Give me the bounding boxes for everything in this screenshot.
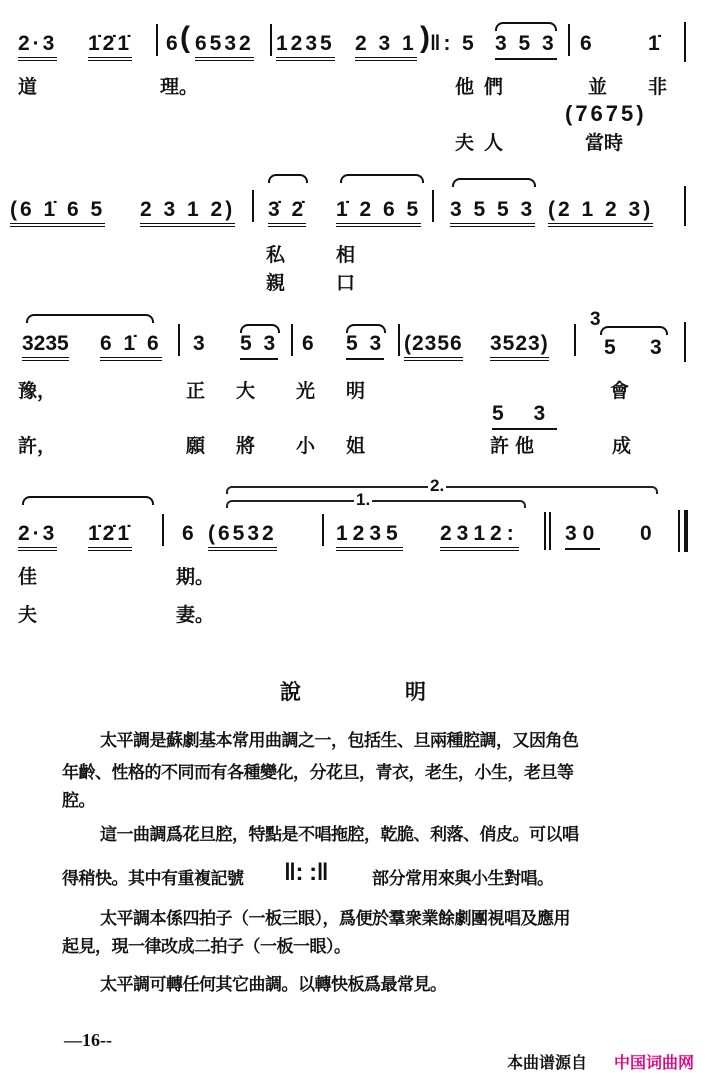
paragraph-line: 太平調可轉任何其它曲調。以轉快板爲最常見。 xyxy=(100,975,447,995)
alt-notes: 5 3 xyxy=(492,402,557,430)
note-group: 5 3 xyxy=(240,332,278,360)
lyric: 妻。 xyxy=(176,604,215,626)
lyric: 並 xyxy=(588,76,608,98)
lyric: 佳 xyxy=(18,566,38,588)
slur xyxy=(268,174,308,183)
paren: ( xyxy=(180,21,193,54)
note-group: 5 3 xyxy=(346,332,384,360)
bar-line xyxy=(684,322,686,362)
paragraph-line: 年齡、性格的不同而有各種變化，分花旦，青衣，老生，小生，老旦等 xyxy=(62,763,574,783)
watermark-prefix: 本曲谱源自 xyxy=(507,1053,588,1072)
slur xyxy=(495,22,557,31)
lyric: 夫 xyxy=(18,604,38,626)
note: 5 xyxy=(604,336,619,359)
bar-line xyxy=(270,24,272,56)
paragraph-line: 得稍快。其中有重複記號 xyxy=(62,869,244,889)
note-group: 3 5 5 3 xyxy=(450,198,535,227)
lyric: 大 xyxy=(236,380,256,402)
note-group: 6 1̇ 6 xyxy=(100,332,162,361)
lyric: 期。 xyxy=(176,566,215,588)
lyric: 理。 xyxy=(160,76,199,98)
final-bar xyxy=(678,510,680,552)
section-heading: 說 xyxy=(280,679,301,704)
volta-label-2: 2. xyxy=(430,476,445,495)
slur xyxy=(22,496,154,505)
note-group: 2 3 1 2) xyxy=(140,198,235,227)
slur xyxy=(26,314,154,323)
lyric: 將 xyxy=(236,435,256,457)
note: 0 xyxy=(640,522,655,545)
paragraph-line: 太平調本係四拍子（一板三眼），爲便於羣衆業餘劇團視唱及應用 xyxy=(100,909,570,929)
watermark-site-link[interactable]: 中国词曲网 xyxy=(614,1053,695,1072)
bar-line xyxy=(398,324,400,356)
paragraph-line: 起見，現一律改成二拍子（一板一眼）。 xyxy=(62,937,351,957)
note-group: 30 xyxy=(565,522,600,550)
note-group: 1235 xyxy=(276,32,335,61)
bar-line xyxy=(684,22,686,62)
note-group: (6 1̇ 6 5 xyxy=(10,198,105,227)
note-group: 6532 xyxy=(195,32,254,61)
note: 6 xyxy=(302,332,317,355)
bar-line xyxy=(178,324,180,356)
volta-bracket-1 xyxy=(226,500,526,508)
note: 6 xyxy=(580,32,595,55)
lyric: 明 xyxy=(346,380,366,402)
note-group: 2·3 xyxy=(18,32,57,61)
bar-line xyxy=(252,190,254,222)
paragraph-line: 部分常用來與小生對唱。 xyxy=(372,869,554,889)
lyric: 道 xyxy=(18,76,38,98)
repeat-end-bar xyxy=(544,512,546,550)
note: 3 xyxy=(193,332,208,355)
note-group: 2·3 xyxy=(18,522,57,551)
bar-line xyxy=(162,514,164,546)
note-group: 3̇ 2̇ xyxy=(268,198,306,227)
note-group: 2 3 1 xyxy=(355,32,417,61)
lyric: 親 xyxy=(266,272,286,294)
section-heading: 明 xyxy=(405,679,426,704)
note-group: 1235 xyxy=(336,522,403,551)
note: 6 xyxy=(166,32,181,55)
slur xyxy=(340,174,424,183)
note-group: 2312: xyxy=(440,522,519,551)
lyric: 許， xyxy=(18,435,57,457)
lyric: 光 xyxy=(296,380,316,402)
lyric: 願 xyxy=(186,435,206,457)
note-group: (2 1 2 3) xyxy=(548,198,653,227)
volta-label-1: 1. xyxy=(356,490,371,509)
lyric: 會 xyxy=(610,380,630,402)
lyric: 夫人 xyxy=(455,132,514,154)
note: 5 xyxy=(462,32,477,55)
slur xyxy=(452,178,536,187)
note-group: 1̇ 2 6 5 xyxy=(336,198,421,227)
lyric: 姐 xyxy=(346,435,366,457)
lyric: 成 xyxy=(612,435,632,457)
lyric: 豫， xyxy=(18,380,57,402)
paragraph-line: 腔。 xyxy=(62,791,95,811)
bar-line xyxy=(574,324,576,356)
paren: ) xyxy=(420,21,433,54)
note-group: 1̇2̇1̇ xyxy=(88,32,132,61)
repeat-start: ‖: xyxy=(430,32,454,55)
note: 1̇ xyxy=(648,32,663,55)
lyric: 正 xyxy=(186,380,206,402)
lyric: 口 xyxy=(336,272,356,294)
lyric: 小 xyxy=(296,435,316,457)
note-group: 1̇2̇1̇ xyxy=(88,522,132,551)
page-number: —16-- xyxy=(64,1030,112,1050)
note-group: (6532 xyxy=(208,522,277,551)
lyric: 許他 xyxy=(490,435,541,457)
lyric: 非 xyxy=(648,76,668,98)
note-group: 3523) xyxy=(490,332,549,361)
bar-line xyxy=(322,514,324,546)
repeat-sign-symbol: ‖: :‖ xyxy=(284,859,329,886)
grace-note: 3 xyxy=(590,309,604,330)
note: 6 xyxy=(182,522,197,545)
lyric: 他們 xyxy=(455,76,514,98)
repeat-end-bar xyxy=(549,512,551,550)
note-group: (2356 xyxy=(404,332,463,361)
note-group: 3235 xyxy=(22,332,69,361)
bar-line xyxy=(568,24,570,56)
note: 3 xyxy=(650,336,665,359)
lyric: 當時 xyxy=(585,132,624,154)
bar-line xyxy=(684,186,686,226)
lyric: 私 xyxy=(266,244,286,266)
paragraph-line: 太平調是蘇劇基本常用曲調之一，包括生、旦兩種腔調，又因角色 xyxy=(100,731,579,751)
note-group: 3 5 3 xyxy=(495,32,557,60)
slur xyxy=(600,326,668,335)
bar-line xyxy=(432,190,434,222)
lyric: 相 xyxy=(336,244,356,266)
bar-line xyxy=(291,324,293,356)
alt-notes: (7675) xyxy=(565,101,647,126)
bar-line xyxy=(156,24,158,56)
paragraph-line: 這一曲調爲花旦腔，特點是不唱拖腔，乾脆、利落、俏皮。可以唱 xyxy=(100,825,579,845)
final-bar xyxy=(684,510,688,552)
